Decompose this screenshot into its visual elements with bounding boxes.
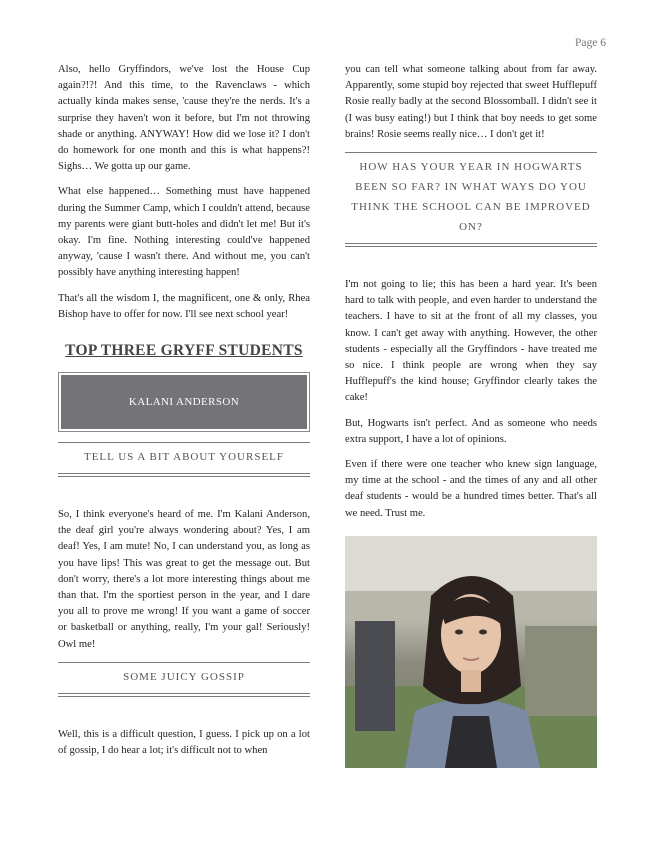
student-photo-illustration (345, 536, 597, 768)
answer-year-paragraph-1: I'm not going to lie; this has been a hard year. It's been hard to talk with people, and even harder to understand the teachers. I have to sit at the front of all my classes, you know. I can't get away with anything. However, the other students - especially all the Gryffindors - have treated me so nice. I think people are wrong when they say Hufflepuff's the kind house; Gryffindor clearly takes the cake! (345, 279, 597, 404)
question-heading-about (58, 442, 310, 477)
question-heading-text: TELL US A BIT ABOUT YOURSELF (83, 451, 285, 464)
student-photo (345, 536, 597, 768)
heading-rule-bottom (345, 243, 597, 247)
question-heading-text: HOW HAS YOUR YEAR IN HOGWARTS BEEN SO FAR? IN WHAT WAYS DO YOU THINK THE SCHOOL CAN BE IMPROVED ON? (351, 161, 591, 234)
answer-about: So, I think everyone's heard of me. I'm Kalani Anderson, the deaf girl you're always wondering about? Yes, I am deaf! Yes, I am mute! No, I can understand you, as long as you have lips! This was great to get the message out. But don't worry, there's a lot more interesting things about me than that. I'm the sportiest person in the year, and I dare you all to prove me wrong! If you want a game of soccer or basketball or anything, really, I'm your gal! Seriously! Owl me! (58, 509, 310, 650)
question-heading-year (345, 152, 597, 247)
right-column (345, 62, 597, 768)
heading-rule-bottom (58, 693, 310, 697)
page-number: Page 6 (575, 37, 606, 49)
answer-gossip-start: Well, this is a difficult question, I guess. I pick up on a lot of gossip, I do hear a lot; it's difficult not to when (58, 728, 310, 757)
left-column (58, 62, 310, 768)
heading-rule-bottom (58, 473, 310, 477)
intro-paragraph-1: Also, hello Gryffindors, we've lost the House Cup again?!?! And this time, to the Ravenclaws - which actually kinda makes sense, 'cause they're the nerds. It's a surprise they haven't won it before, but I'm not throwing shade or anything. ANYWAY! How did we lose it? I don't do homework for one month and this is what happens?! Sighs… We gotta up our game. (58, 64, 310, 173)
student-name: KALANI ANDERSON (61, 375, 307, 429)
intro-paragraph-3: That's all the wisdom I, the magnificent, one & only, Rhea Bishop have to offer for now. I'll see next school year! (58, 292, 310, 320)
question-heading-gossip (58, 662, 310, 697)
answer-year-paragraph-3: Even if there were one teacher who knew sign language, my time at the school - and the times of any and all other deaf students - would be a hundred times better. That's all we need. Trust me. (345, 459, 597, 519)
answer-year-paragraph-2: But, Hogwarts isn't perfect. And as someone who needs extra support, I have a lot of opinions. (345, 417, 597, 445)
student-name-box (58, 372, 310, 432)
answer-gossip-continued: you can tell what someone talking about from far away. Apparently, some stupid boy rejected that sweet Hufflepuff Rosie really badly at the second Blossomball. I didn't see it (I was busy eating!) but I think that boy needs to get some brains! Rosie seems really nice… I don't get it! (345, 64, 597, 140)
section-title: TOP THREE GRYFF STUDENTS (65, 342, 303, 360)
intro-paragraph-2: What else happened… Something must have happened during the Summer Camp, which I couldn't attend, because my parents were giant butt-holes and didn't let me! But it's okay. I'm fine. Nothing interesting could've happened anyway, 'cause I wasn't there. And without me, you can't possibly have anything interesting happen! (58, 186, 310, 279)
question-heading-text: SOME JUICY GOSSIP (123, 670, 245, 683)
